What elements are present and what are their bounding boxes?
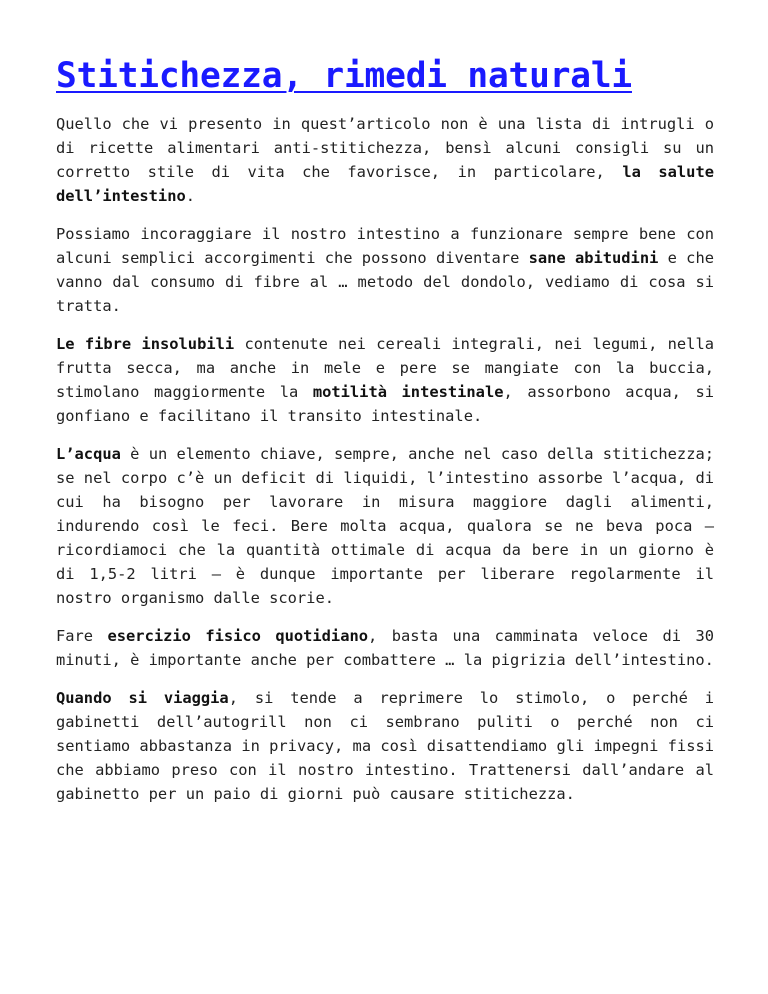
- article-title: [56, 54, 714, 98]
- paragraph-intro: [56, 112, 714, 208]
- paragraph-text: e che vanno dal consumo di fibre al … metodo del dondolo, vediamo di cosa si tratta.: [56, 249, 714, 315]
- paragraph-text: Quello che vi presento in quest’articolo non è una lista di intrugli o di ricette alimentari anti-stitichezza, bensì alcuni consigli su un corretto stile di vita che favorisce, in particolare,: [56, 115, 714, 181]
- paragraph-habits: [56, 222, 714, 318]
- bold-phrase: sane abitudini: [528, 249, 659, 267]
- paragraph-text: Fare: [56, 627, 108, 645]
- bold-phrase: Quando si viaggia: [56, 689, 229, 707]
- article: [56, 54, 714, 820]
- paragraph-text: , si tende a reprimere lo stimolo, o perché i gabinetti dell’autogrill non ci sembrano puliti o perché non ci sentiamo abbastanza in privacy, ma così disattendiamo gli impegni fissi che abbiamo preso con il nostro intestino. Trattenersi dall’andare al gabinetto per un paio di giorni può causare stitichezza.: [56, 689, 714, 803]
- bold-phrase: L’acqua: [56, 445, 121, 463]
- paragraph-text: è un elemento chiave, sempre, anche nel caso della stitichezza; se nel corpo c’è un deficit di liquidi, l’intestino assorbe l’acqua, di cui ha bisogno per lavorare in misura maggiore dagli alimenti, indurendo così le feci. Bere molta acqua, qualora se ne beva poca – ricordiamoci che la quantità ottimale di acqua da bere in un giorno è di 1,5-2 litri – è dunque importante per liberare regolarmente il nostro organismo dalle scorie.: [56, 445, 714, 607]
- bold-phrase: motilità intestinale: [312, 383, 504, 401]
- paragraph-text: , assorbono acqua, si gonfiano e facilitano il transito intestinale.: [56, 383, 714, 425]
- paragraph-fibers: [56, 332, 714, 428]
- paragraph-water: [56, 442, 714, 610]
- bold-phrase: la salute dell’intestino: [56, 163, 714, 205]
- bold-phrase: Le fibre insolubili: [56, 335, 235, 353]
- paragraph-text: , basta una camminata veloce di 30 minuti, è importante anche per combattere … la pigrizia dell’intestino.: [56, 627, 714, 669]
- paragraph-text: .: [185, 187, 196, 205]
- bold-phrase: esercizio fisico quotidiano: [107, 627, 368, 645]
- paragraph-exercise: [56, 624, 714, 672]
- paragraph-text: contenute nei cereali integrali, nei legumi, nella frutta secca, ma anche in mele e pere se mangiate con la buccia, stimolano maggiormente la: [56, 335, 714, 401]
- paragraph-text: Possiamo incoraggiare il nostro intestino a funzionare sempre bene con alcuni semplici accorgimenti che possono diventare: [56, 225, 714, 267]
- paragraph-travel: [56, 686, 714, 806]
- article-title-link[interactable]: Stitichezza, rimedi naturali: [56, 56, 632, 96]
